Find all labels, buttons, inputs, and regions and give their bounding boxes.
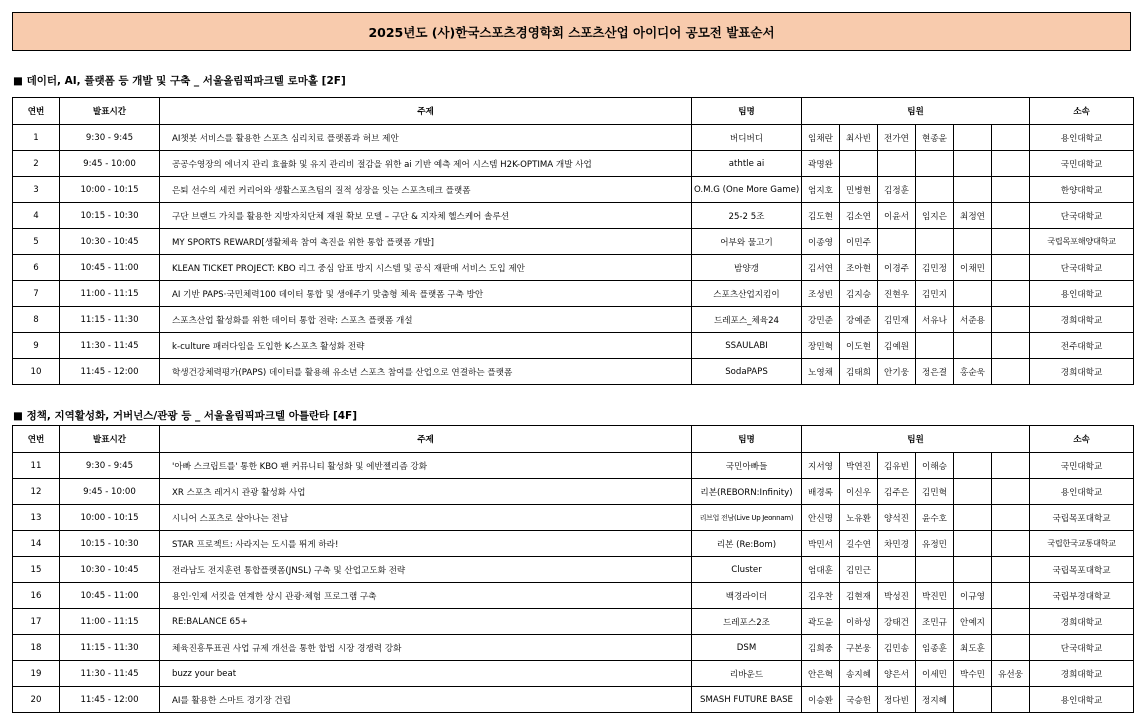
- member-cell: 지서영: [802, 453, 840, 479]
- member-cell: 조성빈: [802, 281, 840, 307]
- member-cell: 박민서: [802, 531, 840, 557]
- team-name: 백경라이더: [692, 583, 802, 609]
- topic-cell: AI 기반 PAPS·국민체력100 데이터 통합 및 생애주기 맞춤형 체육 플랫폼 구축 방안: [160, 281, 692, 307]
- member-cell: [878, 151, 916, 177]
- member-cell: 김지승: [840, 281, 878, 307]
- topic-cell: 스포츠산업 활성화를 위한 데이터 통합 전략: 스포츠 플랫폼 개설: [160, 307, 692, 333]
- row-number: 17: [13, 609, 60, 635]
- table-row: [13, 177, 1134, 203]
- member-cell: 김민혁: [916, 479, 954, 505]
- member-cell: 서유나: [916, 307, 954, 333]
- table-row: [13, 281, 1134, 307]
- header-team: 팀명: [692, 426, 802, 453]
- topic-cell: 은퇴 선수의 세컨 커리어와 생활스포츠팀의 질적 성장을 잇는 스포츠테크 플랫폼: [160, 177, 692, 203]
- member-cell: [992, 307, 1030, 333]
- member-cell: 진현우: [878, 281, 916, 307]
- table-row: [13, 151, 1134, 177]
- member-cell: 이해승: [916, 453, 954, 479]
- member-cell: 김우찬: [802, 583, 840, 609]
- row-number: 6: [13, 255, 60, 281]
- member-cell: 김현재: [840, 583, 878, 609]
- affiliation-cell: 단국대학교: [1030, 203, 1134, 229]
- member-cell: 이하성: [840, 609, 878, 635]
- row-number: 11: [13, 453, 60, 479]
- table-row: [13, 531, 1134, 557]
- affiliation-cell: 용인대학교: [1030, 281, 1134, 307]
- member-cell: 이승환: [802, 687, 840, 713]
- team-name: O.M.G (One More Game): [692, 177, 802, 203]
- table-row: [13, 583, 1134, 609]
- table-row: [13, 255, 1134, 281]
- member-cell: 노영채: [802, 359, 840, 385]
- member-cell: 최도훈: [954, 635, 992, 661]
- member-cell: 김희중: [802, 635, 840, 661]
- affiliation-cell: 국립목포해양대학교: [1030, 229, 1134, 255]
- row-number: 15: [13, 557, 60, 583]
- topic-cell: k-culture 패러다임을 도입한 K-스포츠 활성화 전략: [160, 333, 692, 359]
- presentation-time: 10:45 - 11:00: [60, 583, 160, 609]
- team-name: SMASH FUTURE BASE: [692, 687, 802, 713]
- member-cell: 국승헌: [840, 687, 878, 713]
- team-name: 드레포스2조: [692, 609, 802, 635]
- affiliation-cell: 경희대학교: [1030, 307, 1134, 333]
- page-title: 2025년도 (사)한국스포츠경영학회 스포츠산업 아이디어 공모전 발표순서: [12, 12, 1131, 51]
- row-number: 8: [13, 307, 60, 333]
- header-affiliation: 소속: [1030, 98, 1134, 125]
- affiliation-cell: 한양대학교: [1030, 177, 1134, 203]
- topic-cell: AI를 활용한 스마트 경기장 건립: [160, 687, 692, 713]
- presentation-time: 11:45 - 12:00: [60, 359, 160, 385]
- table-row: [13, 229, 1134, 255]
- affiliation-cell: 경희대학교: [1030, 661, 1134, 687]
- presentation-time: 9:30 - 9:45: [60, 453, 160, 479]
- section-heading: ■ 데이터, AI, 플랫폼 등 개발 및 구축 _ 서울올림픽파크텔 로마홀 [2F]: [13, 75, 346, 87]
- member-cell: [954, 281, 992, 307]
- member-cell: [954, 531, 992, 557]
- member-cell: 김민송: [878, 635, 916, 661]
- member-cell: 엄지호: [802, 177, 840, 203]
- member-cell: [878, 557, 916, 583]
- presentation-time: 11:15 - 11:30: [60, 307, 160, 333]
- member-cell: [992, 531, 1030, 557]
- member-cell: 김도현: [802, 203, 840, 229]
- team-name: 어부와 물고기: [692, 229, 802, 255]
- topic-cell: XR 스포츠 레거시 관광 활성화 사업: [160, 479, 692, 505]
- member-cell: 전가연: [878, 125, 916, 151]
- member-cell: [992, 687, 1030, 713]
- team-name: 스포츠산업지킴이: [692, 281, 802, 307]
- presentation-time: 10:15 - 10:30: [60, 203, 160, 229]
- table-row: [13, 453, 1134, 479]
- member-cell: [992, 125, 1030, 151]
- member-cell: 곽도윤: [802, 609, 840, 635]
- member-cell: 윤수호: [916, 505, 954, 531]
- member-cell: [916, 151, 954, 177]
- team-name: 드레포스_체육24: [692, 307, 802, 333]
- header-team: 팀명: [692, 98, 802, 125]
- member-cell: 이도현: [840, 333, 878, 359]
- team-name: 25-2 5조: [692, 203, 802, 229]
- member-cell: 이채민: [954, 255, 992, 281]
- affiliation-cell: 용인대학교: [1030, 125, 1134, 151]
- table-row: [13, 359, 1134, 385]
- presentation-time: 11:00 - 11:15: [60, 609, 160, 635]
- row-number: 20: [13, 687, 60, 713]
- topic-cell: AI챗봇 서비스를 활용한 스포츠 심리치료 플랫폼과 허브 제안: [160, 125, 692, 151]
- member-cell: [916, 177, 954, 203]
- team-name: Cluster: [692, 557, 802, 583]
- affiliation-cell: 국립한국교통대학교: [1030, 531, 1134, 557]
- table-row: [13, 479, 1134, 505]
- member-cell: 정은결: [916, 359, 954, 385]
- member-cell: 유선웅: [992, 661, 1030, 687]
- member-cell: 유정민: [916, 531, 954, 557]
- topic-cell: STAR 프로젝트: 사라지는 도시를 뛰게 하라!: [160, 531, 692, 557]
- member-cell: 안신명: [802, 505, 840, 531]
- team-name: 리바운드: [692, 661, 802, 687]
- team-name: 리본(REBORN:Infinity): [692, 479, 802, 505]
- presentation-time: 9:45 - 10:00: [60, 479, 160, 505]
- member-cell: 이규영: [954, 583, 992, 609]
- affiliation-cell: 전주대학교: [1030, 333, 1134, 359]
- member-cell: 김민근: [840, 557, 878, 583]
- member-cell: [992, 229, 1030, 255]
- presentation-time: 10:15 - 10:30: [60, 531, 160, 557]
- header-members: 팀원: [802, 98, 1030, 125]
- header-topic: 주제: [160, 426, 692, 453]
- member-cell: [992, 479, 1030, 505]
- member-cell: 이세민: [916, 661, 954, 687]
- topic-cell: 공공수영장의 에너지 관리 효율화 및 유지 관리비 절감을 위한 ai 기반 예측 제어 시스템 H2K-OPTIMA 개발 사업: [160, 151, 692, 177]
- member-cell: 김유빈: [878, 453, 916, 479]
- team-name: SSAULABI: [692, 333, 802, 359]
- row-number: 16: [13, 583, 60, 609]
- member-cell: 김태희: [840, 359, 878, 385]
- team-name: athtle ai: [692, 151, 802, 177]
- member-cell: 배경록: [802, 479, 840, 505]
- topic-cell: buzz your beat: [160, 661, 692, 687]
- header-time: 발표시간: [60, 426, 160, 453]
- member-cell: 박연진: [840, 453, 878, 479]
- member-cell: [992, 609, 1030, 635]
- team-name: SodaPAPS: [692, 359, 802, 385]
- topic-cell: MY SPORTS REWARD[생활체육 참여 촉진을 위한 통합 플랫폼 개발]: [160, 229, 692, 255]
- row-number: 10: [13, 359, 60, 385]
- member-cell: 강태건: [878, 609, 916, 635]
- member-cell: 곽명완: [802, 151, 840, 177]
- presentation-time: 11:00 - 11:15: [60, 281, 160, 307]
- presentation-time: 11:45 - 12:00: [60, 687, 160, 713]
- member-cell: 정지혜: [916, 687, 954, 713]
- member-cell: [916, 229, 954, 255]
- topic-cell: 시니어 스포츠로 살아나는 전남: [160, 505, 692, 531]
- presentation-time: 9:30 - 9:45: [60, 125, 160, 151]
- affiliation-cell: 국립목포대학교: [1030, 557, 1134, 583]
- row-number: 9: [13, 333, 60, 359]
- member-cell: 강예준: [840, 307, 878, 333]
- member-cell: [992, 151, 1030, 177]
- table-row: [13, 687, 1134, 713]
- member-cell: 서준용: [954, 307, 992, 333]
- topic-cell: 학생건강체력평가(PAPS) 데이터를 활용해 유소년 스포츠 참여를 산업으로 연결하는 플랫폼: [160, 359, 692, 385]
- header-no: 연번: [13, 426, 60, 453]
- member-cell: [916, 557, 954, 583]
- member-cell: [992, 505, 1030, 531]
- header-topic: 주제: [160, 98, 692, 125]
- presentation-time: 11:30 - 11:45: [60, 661, 160, 687]
- member-cell: [954, 453, 992, 479]
- member-cell: 송지혜: [840, 661, 878, 687]
- row-number: 7: [13, 281, 60, 307]
- affiliation-cell: 용인대학교: [1030, 687, 1134, 713]
- member-cell: [878, 229, 916, 255]
- affiliation-cell: 국립부경대학교: [1030, 583, 1134, 609]
- affiliation-cell: 단국대학교: [1030, 255, 1134, 281]
- member-cell: 차민경: [878, 531, 916, 557]
- team-name: DSM: [692, 635, 802, 661]
- header-affiliation: 소속: [1030, 426, 1134, 453]
- member-cell: 김민정: [916, 255, 954, 281]
- member-cell: 최정연: [954, 203, 992, 229]
- topic-cell: 용인·인제 서킷을 연계한 상시 관광·체험 프로그램 구축: [160, 583, 692, 609]
- topic-cell: KLEAN TICKET PROJECT: KBO 리그 중심 암표 방지 시스템 및 공식 재판매 서비스 도입 제안: [160, 255, 692, 281]
- header-members: 팀원: [802, 426, 1030, 453]
- member-cell: 이윤서: [878, 203, 916, 229]
- member-cell: 김소연: [840, 203, 878, 229]
- member-cell: [992, 453, 1030, 479]
- team-name: 리브업 전남(Live Up Jeonnam): [692, 505, 802, 531]
- table-row: [13, 203, 1134, 229]
- presentation-time: 10:30 - 10:45: [60, 229, 160, 255]
- member-cell: 김정훈: [878, 177, 916, 203]
- member-cell: [954, 151, 992, 177]
- affiliation-cell: 국민대학교: [1030, 151, 1134, 177]
- member-cell: [992, 255, 1030, 281]
- member-cell: 임지은: [916, 203, 954, 229]
- affiliation-cell: 단국대학교: [1030, 635, 1134, 661]
- member-cell: [992, 281, 1030, 307]
- member-cell: 김민지: [916, 281, 954, 307]
- member-cell: [992, 203, 1030, 229]
- presentation-time: 10:45 - 11:00: [60, 255, 160, 281]
- member-cell: 조아현: [840, 255, 878, 281]
- member-cell: [954, 229, 992, 255]
- member-cell: 이경주: [878, 255, 916, 281]
- table-header-row: [13, 98, 1134, 125]
- table-header-row: [13, 426, 1134, 453]
- row-number: 14: [13, 531, 60, 557]
- member-cell: 현종윤: [916, 125, 954, 151]
- member-cell: 임종훈: [916, 635, 954, 661]
- row-number: 5: [13, 229, 60, 255]
- member-cell: 안은혁: [802, 661, 840, 687]
- affiliation-cell: 경희대학교: [1030, 609, 1134, 635]
- member-cell: [954, 177, 992, 203]
- member-cell: 김예원: [878, 333, 916, 359]
- table-row: [13, 609, 1134, 635]
- presentation-time: 11:30 - 11:45: [60, 333, 160, 359]
- affiliation-cell: 용인대학교: [1030, 479, 1134, 505]
- affiliation-cell: 국민대학교: [1030, 453, 1134, 479]
- table-row: [13, 333, 1134, 359]
- member-cell: 박수민: [954, 661, 992, 687]
- member-cell: [992, 635, 1030, 661]
- table-row: [13, 557, 1134, 583]
- row-number: 1: [13, 125, 60, 151]
- member-cell: 최사빈: [840, 125, 878, 151]
- team-name: 밤양갱: [692, 255, 802, 281]
- schedule-table: [12, 97, 1134, 385]
- row-number: 4: [13, 203, 60, 229]
- member-cell: 임채란: [802, 125, 840, 151]
- member-cell: 안예지: [954, 609, 992, 635]
- row-number: 13: [13, 505, 60, 531]
- member-cell: [992, 583, 1030, 609]
- member-cell: [992, 359, 1030, 385]
- member-cell: 이민주: [840, 229, 878, 255]
- member-cell: 안기웅: [878, 359, 916, 385]
- table-row: [13, 307, 1134, 333]
- member-cell: [954, 333, 992, 359]
- member-cell: [916, 333, 954, 359]
- topic-cell: 전라남도 전지훈련 통합플랫폼(JNSL) 구축 및 산업고도화 전략: [160, 557, 692, 583]
- member-cell: 박성진: [878, 583, 916, 609]
- member-cell: [992, 557, 1030, 583]
- member-cell: 정다빈: [878, 687, 916, 713]
- member-cell: [954, 505, 992, 531]
- member-cell: 조민규: [916, 609, 954, 635]
- topic-cell: '아빠 스크립트를' 통한 KBO 팬 커뮤니티 활성화 및 에반젤리즘 강화: [160, 453, 692, 479]
- table-row: [13, 125, 1134, 151]
- member-cell: 김민재: [878, 307, 916, 333]
- row-number: 12: [13, 479, 60, 505]
- header-time: 발표시간: [60, 98, 160, 125]
- table-row: [13, 505, 1134, 531]
- table-row: [13, 661, 1134, 687]
- member-cell: [992, 177, 1030, 203]
- member-cell: [992, 333, 1030, 359]
- member-cell: 노유환: [840, 505, 878, 531]
- member-cell: 강민준: [802, 307, 840, 333]
- team-name: 리본 (Re:Bom): [692, 531, 802, 557]
- affiliation-cell: 국립목포대학교: [1030, 505, 1134, 531]
- member-cell: 이종영: [802, 229, 840, 255]
- member-cell: [954, 125, 992, 151]
- row-number: 3: [13, 177, 60, 203]
- member-cell: 길수연: [840, 531, 878, 557]
- member-cell: 이신우: [840, 479, 878, 505]
- member-cell: 양은서: [878, 661, 916, 687]
- topic-cell: 체육진흥투표권 사업 규제 개선을 통한 합법 시장 경쟁력 강화: [160, 635, 692, 661]
- member-cell: 김서연: [802, 255, 840, 281]
- member-cell: 구본웅: [840, 635, 878, 661]
- presentation-time: 9:45 - 10:00: [60, 151, 160, 177]
- header-no: 연번: [13, 98, 60, 125]
- presentation-time: 10:30 - 10:45: [60, 557, 160, 583]
- presentation-time: 10:00 - 10:15: [60, 505, 160, 531]
- team-name: 버디버디: [692, 125, 802, 151]
- member-cell: 홍순욱: [954, 359, 992, 385]
- member-cell: 엄대훈: [802, 557, 840, 583]
- affiliation-cell: 경희대학교: [1030, 359, 1134, 385]
- topic-cell: RE:BALANCE 65+: [160, 609, 692, 635]
- presentation-time: 11:15 - 11:30: [60, 635, 160, 661]
- team-name: 국민아빠들: [692, 453, 802, 479]
- member-cell: 민병현: [840, 177, 878, 203]
- member-cell: [954, 479, 992, 505]
- row-number: 18: [13, 635, 60, 661]
- member-cell: 장민혁: [802, 333, 840, 359]
- member-cell: 김주은: [878, 479, 916, 505]
- row-number: 19: [13, 661, 60, 687]
- member-cell: [840, 151, 878, 177]
- table-row: [13, 635, 1134, 661]
- section-heading: ■ 정책, 지역활성화, 거버넌스/관광 등 _ 서울올림픽파크텔 아틀란타 [4F]: [13, 410, 358, 422]
- row-number: 2: [13, 151, 60, 177]
- member-cell: 박진민: [916, 583, 954, 609]
- schedule-table: [12, 425, 1134, 713]
- topic-cell: 구단 브랜드 가치를 활용한 지방자치단체 재원 확보 모델 – 구단 & 지자체 헬스케어 솔루션: [160, 203, 692, 229]
- member-cell: [954, 687, 992, 713]
- member-cell: [954, 557, 992, 583]
- presentation-time: 10:00 - 10:15: [60, 177, 160, 203]
- member-cell: 양석진: [878, 505, 916, 531]
